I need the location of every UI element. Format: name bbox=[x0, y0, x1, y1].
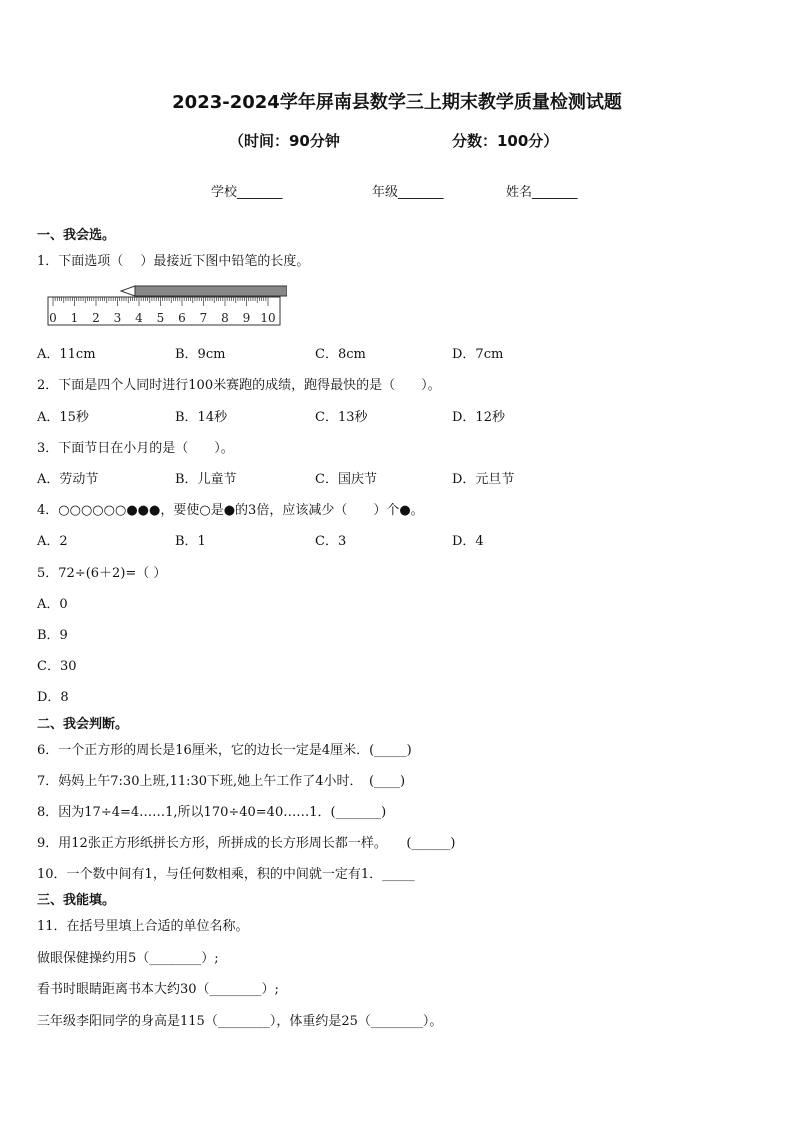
question-10: 10．一个数中间有1，与任何数相乘，积的中间就一定有1．_____ bbox=[37, 867, 415, 882]
q2-option-d[interactable]: D．12秒 bbox=[452, 410, 505, 425]
ruler-tick-label: 3 bbox=[113, 311, 122, 325]
exam-score: 分数：100分） bbox=[452, 132, 559, 150]
q4-option-c[interactable]: C．3 bbox=[315, 534, 347, 549]
q3-option-a[interactable]: A．劳动节 bbox=[37, 472, 99, 487]
q1-option-d[interactable]: D．7cm bbox=[452, 347, 504, 362]
question-2: 2．下面是四个人同时进行100米赛跑的成绩，跑得最快的是（ ）。 bbox=[37, 378, 441, 393]
q3-option-c[interactable]: C．国庆节 bbox=[315, 472, 377, 487]
q1-option-c[interactable]: C．8cm bbox=[315, 347, 366, 362]
question-9: 9．用12张正方形纸拼长方形，所拼成的长方形周长都一样。 (______) bbox=[37, 836, 456, 851]
ruler-tick-label: 9 bbox=[242, 311, 251, 325]
q2-option-c[interactable]: C．13秒 bbox=[315, 410, 368, 425]
section-heading-judge: 二、我会判断。 bbox=[37, 717, 129, 732]
question-11: 11．在括号里填上合适的单位名称。 bbox=[37, 919, 249, 934]
ruler-tick-label: 4 bbox=[135, 311, 143, 325]
pencil bbox=[121, 286, 287, 296]
q5-option-b[interactable]: B．9 bbox=[37, 628, 68, 643]
ruler-with-pencil-figure bbox=[47, 285, 287, 327]
q5-option-a[interactable]: A．0 bbox=[37, 597, 68, 612]
exam-time: （时间：90分钟 bbox=[229, 132, 340, 150]
q4-option-a[interactable]: A．2 bbox=[37, 534, 68, 549]
q11-line-3: 三年级李阳同学的身高是115（________），体重约是25（________）。 bbox=[37, 1014, 443, 1029]
section-heading-choice: 一、我会选。 bbox=[37, 228, 116, 243]
ruler-tick-label: 5 bbox=[156, 311, 165, 325]
grade-field: 年级_______ bbox=[372, 185, 444, 200]
q4-option-b[interactable]: B．1 bbox=[175, 534, 206, 549]
ruler-tick-label: 0 bbox=[49, 311, 57, 325]
question-7: 7．妈妈上午7:30上班,11:30下班,她上午工作了4小时． (____) bbox=[37, 774, 406, 789]
question-3: 3．下面节日在小月的是（ ）。 bbox=[37, 441, 234, 456]
name-field: 姓名_______ bbox=[506, 185, 578, 200]
section-heading-fill: 三、我能填。 bbox=[37, 893, 116, 908]
question-5: 5．72÷(6＋2)=（ ） bbox=[37, 566, 167, 581]
question-8: 8．因为17÷4=4……1,所以170÷40=40……1．(_______) bbox=[37, 805, 387, 820]
q11-line-1: 做眼保健操约用5（________）; bbox=[37, 951, 219, 966]
q3-option-d[interactable]: D．元旦节 bbox=[452, 472, 515, 487]
q1-option-b[interactable]: B．9cm bbox=[175, 347, 226, 362]
q2-option-a[interactable]: A．15秒 bbox=[37, 410, 89, 425]
q5-option-c[interactable]: C．30 bbox=[37, 659, 77, 674]
ruler-tick-label: 7 bbox=[199, 311, 208, 325]
question-6: 6．一个正方形的周长是16厘米，它的边长一定是4厘米．(_____) bbox=[37, 743, 412, 758]
ruler-tick-label: 8 bbox=[221, 311, 229, 325]
q5-option-d[interactable]: D．8 bbox=[37, 690, 69, 705]
q4-option-d[interactable]: D．4 bbox=[452, 534, 484, 549]
q3-option-b[interactable]: B．儿童节 bbox=[175, 472, 237, 487]
ruler-tick-label: 1 bbox=[70, 311, 79, 325]
q2-option-b[interactable]: B．14秒 bbox=[175, 410, 228, 425]
q1-option-a[interactable]: A．11cm bbox=[37, 347, 96, 362]
question-1: 1．下面选项（ ）最接近下图中铅笔的长度。 bbox=[37, 254, 310, 269]
school-field: 学校_______ bbox=[211, 185, 283, 200]
ruler-tick-label: 2 bbox=[92, 311, 100, 325]
question-4: 4．○○○○○○●●●，要使○是●的3倍，应该减少（ ）个●。 bbox=[37, 503, 424, 518]
q11-line-2: 看书时眼睛距离书本大约30（________）; bbox=[37, 982, 279, 997]
ruler-tick-label: 6 bbox=[178, 311, 186, 325]
ruler-tick-label: 10 bbox=[260, 311, 276, 325]
page-title: 2023-2024学年屏南县数学三上期末教学质量检测试题 bbox=[172, 92, 622, 113]
